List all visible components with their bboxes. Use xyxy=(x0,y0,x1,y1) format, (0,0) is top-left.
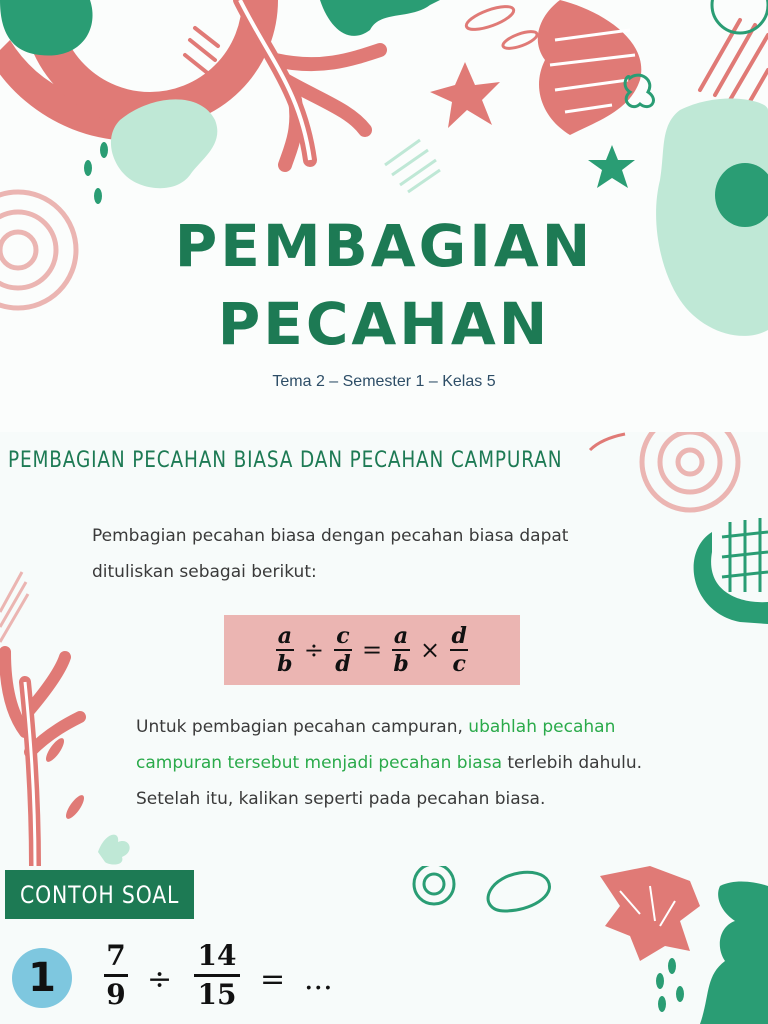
example-number-badge: 1 xyxy=(12,948,72,1008)
mixed-line-1-text: Untuk pembagian pecahan campuran, xyxy=(136,717,469,737)
formula-numerator: d xyxy=(451,623,467,649)
formula-denominator: b xyxy=(393,651,409,677)
formula-divide-operator: ÷ xyxy=(303,636,324,664)
example-numerator: 7 xyxy=(106,939,126,972)
cover-section xyxy=(0,0,768,432)
formula-denominator: c xyxy=(452,651,466,677)
formula-fraction-d-c xyxy=(450,623,468,677)
example-fraction-1 xyxy=(104,940,128,1011)
intro-line-1: Pembagian pecahan biasa dengan pecahan biasa dapat xyxy=(92,526,569,546)
mixed-line-3: Setelah itu, kalikan seperti pada pecahan biasa. xyxy=(136,789,546,809)
formula-equals-operator: = xyxy=(361,636,383,664)
example-equals-operator: = xyxy=(260,962,286,997)
cover-subtitle: Tema 2 – Semester 1 – Kelas 5 xyxy=(272,373,496,390)
formula-fraction-a-b xyxy=(276,623,294,677)
formula-numerator: a xyxy=(393,623,409,649)
formula-denominator: b xyxy=(277,651,293,677)
formula-fraction-c-d xyxy=(334,623,352,677)
cover-title-line-2: PECAHAN xyxy=(217,290,551,358)
formula-multiply-operator: × xyxy=(420,636,441,664)
intro-paragraph xyxy=(92,518,568,590)
mixed-line-2 xyxy=(136,745,642,781)
example-label xyxy=(5,870,194,919)
formula-numerator: c xyxy=(336,623,350,649)
example-denominator: 15 xyxy=(197,978,237,1011)
division-formula xyxy=(224,615,520,685)
mixed-fraction-paragraph xyxy=(136,709,642,817)
example-section xyxy=(0,866,768,1024)
cover-title-line-1: PEMBAGIAN xyxy=(174,212,594,280)
mixed-line-2-text: terlebih dahulu. xyxy=(501,753,643,773)
mixed-line-1 xyxy=(136,709,642,745)
example-numerator: 14 xyxy=(197,939,237,972)
example-fraction-2 xyxy=(194,940,240,1011)
mixed-line-1-highlight: ubahlah pecahan xyxy=(468,717,616,737)
example-divide-operator: ÷ xyxy=(147,962,173,997)
formula-fraction-a-b-result xyxy=(392,623,410,677)
example-answer-placeholder: ... xyxy=(304,962,333,997)
example-denominator: 9 xyxy=(106,978,126,1011)
explanation-section xyxy=(0,432,768,866)
mixed-line-2-highlight: campuran tersebut menjadi pecahan biasa xyxy=(136,753,502,773)
formula-denominator: d xyxy=(335,651,351,677)
example-label-text: CONTOH SOAL xyxy=(19,880,180,909)
section-heading: PEMBAGIAN PECAHAN BIASA DAN PECAHAN CAMPURAN xyxy=(8,448,563,473)
intro-line-2: dituliskan sebagai berikut: xyxy=(92,562,317,582)
formula-numerator: a xyxy=(277,623,292,649)
